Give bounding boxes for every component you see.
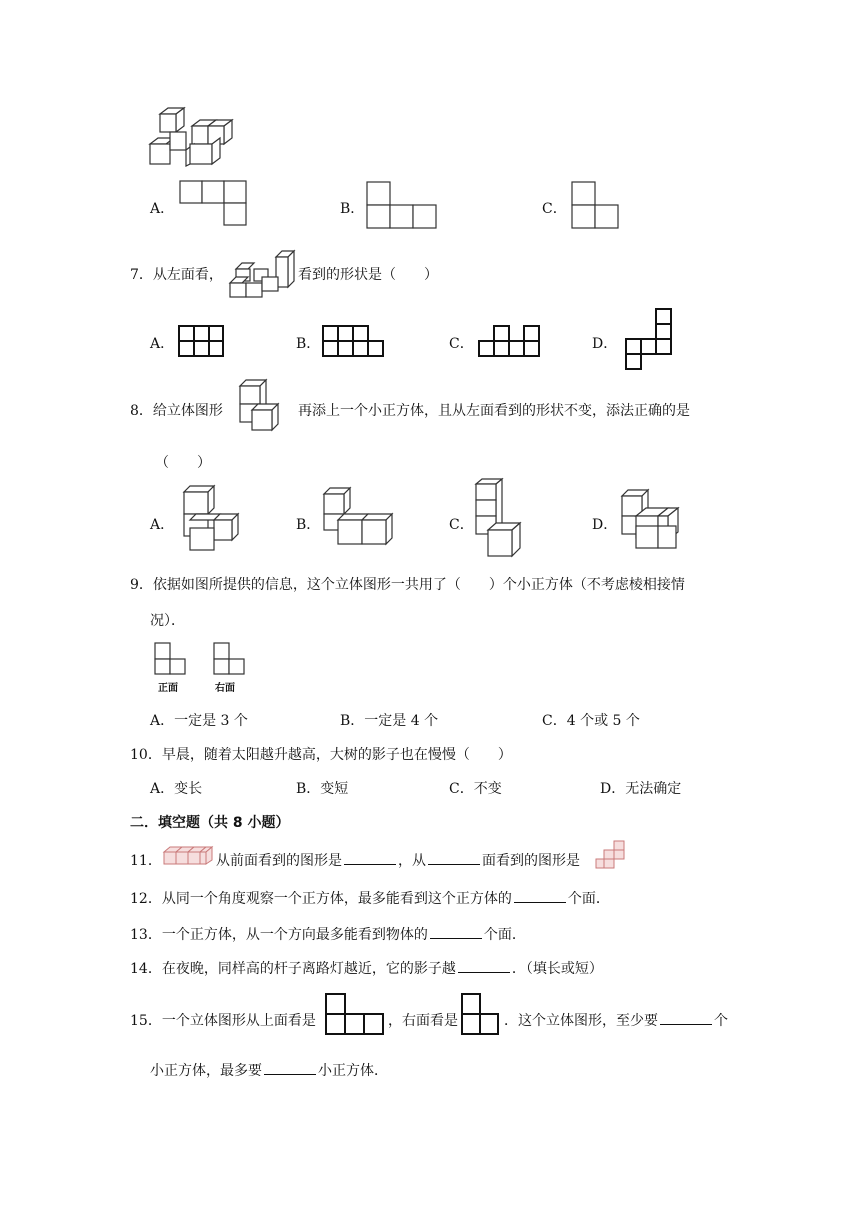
q11-text-a: 从前面看到的图形是 (216, 853, 342, 869)
q11-solid-figure (162, 844, 214, 866)
q6-option-a-label: A． (150, 201, 175, 217)
section-fill-in-title: 二．填空题（共 8 小题） (130, 815, 290, 831)
q14-text-b: ．（填长或短） (511, 961, 603, 977)
q12-text-a: 12．从同一个角度观察一个正方体，最多能看到这个正方体的 (130, 891, 512, 907)
q14-blank[interactable] (458, 960, 510, 973)
q8-solid-figure (236, 378, 294, 436)
q7-option-a-figure (178, 325, 226, 359)
q11-text-b: ，从 (398, 853, 426, 869)
q7-option-c-label: C． (449, 336, 474, 352)
q7-option-d-label: D． (592, 336, 618, 352)
q9-right-view-label: 右面 (215, 683, 235, 694)
q6-option-b-figure (366, 182, 438, 230)
q9-prompt-line1: 9．依据如图所提供的信息，这个立体图形一共用了（ ）个小正方体（不考虑棱相接情 (130, 577, 685, 593)
q15-text-d: 个 (714, 1013, 728, 1029)
q10-option-a: A．变长 (150, 781, 203, 797)
q15-right-view (460, 992, 502, 1038)
q7-option-b-label: B． (296, 336, 321, 352)
q13-prompt (130, 924, 526, 944)
q8-option-d-figure (618, 488, 688, 552)
q15-text-a: 15．一个立体图形从上面看是 (130, 1013, 316, 1029)
q11-text-c: 面看到的图形是 (482, 853, 580, 869)
q10-prompt: 10．早晨，随着太阳越升越高，大树的影子也在慢慢（ ） (130, 747, 512, 763)
q15-text-b: ，右面看是 (388, 1013, 458, 1029)
q8-option-c-label: C． (449, 517, 474, 533)
q9-option-c: C．4 个或 5 个 (542, 713, 640, 729)
q10-option-c: C．不变 (449, 781, 502, 797)
q15-top-view (324, 992, 386, 1038)
q14-text-a: 14．在夜晚，同样高的杆子离路灯越近，它的影子越 (130, 961, 456, 977)
q7-option-d-figure (624, 308, 674, 370)
q15-text-c: ．这个立体图形，至少要 (504, 1013, 658, 1029)
q10-option-b: B．变短 (296, 781, 349, 797)
q8-prompt-start: 8．给立体图形 (130, 403, 223, 419)
q15-blank-1[interactable] (660, 1012, 712, 1025)
q14-prompt (130, 958, 603, 978)
q12-blank[interactable] (514, 890, 566, 903)
q15-blank-2[interactable] (264, 1062, 316, 1075)
q8-prompt-end: 再添上一个小正方体，且从左面看到的形状不变，添法正确的是 (298, 403, 690, 419)
q15-text-f: 小正方体． (318, 1063, 388, 1079)
q9-front-view-label: 正面 (158, 683, 178, 694)
q9-front-view (154, 642, 188, 676)
q8-option-d-label: D． (592, 517, 618, 533)
q15-text-e: 小正方体，最多要 (150, 1063, 262, 1079)
q10-option-d: D．无法确定 (600, 781, 682, 797)
q11-blank-1[interactable] (344, 852, 396, 865)
q13-blank[interactable] (430, 926, 482, 939)
q8-option-b-figure (322, 486, 402, 548)
q11-view-figure (596, 840, 628, 870)
q13-text-b: 个面． (483, 927, 526, 943)
q8-answer-paren: （ ） (155, 455, 211, 471)
q9-right-view (213, 642, 247, 676)
q7-prompt-end: 看到的形状是（ ） (298, 267, 438, 283)
q6-option-c-figure (571, 182, 621, 230)
q7-prompt-start: 7．从左面看， (130, 267, 223, 283)
q6-solid-figure (148, 106, 240, 166)
q7-option-a-label: A． (150, 336, 175, 352)
q13-text-a: 13．一个正方体，从一个方向最多能看到物体的 (130, 927, 428, 943)
q6-option-a-figure (180, 180, 250, 228)
q11-number: 11． (130, 853, 162, 869)
q6-option-c-label: C． (542, 201, 567, 217)
q7-option-b-figure (322, 325, 384, 359)
q8-option-a-label: A． (150, 517, 175, 533)
q7-option-c-figure (478, 325, 540, 359)
q8-option-b-label: B． (296, 517, 321, 533)
q11-prompt (216, 850, 580, 870)
q9-option-b: B．一定是 4 个 (340, 713, 439, 729)
q9-option-a: A．一定是 3 个 (150, 713, 248, 729)
q15-prompt-cont (504, 1010, 728, 1030)
q15-prompt-line2 (150, 1060, 388, 1080)
q11-blank-2[interactable] (428, 852, 480, 865)
q8-option-c-figure (474, 478, 532, 562)
q9-prompt-line2: 况）． (150, 613, 185, 629)
q6-option-b-label: B． (340, 201, 365, 217)
q8-option-a-figure (180, 482, 242, 554)
q12-prompt (130, 888, 610, 908)
q12-text-b: 个面． (567, 891, 610, 907)
q7-solid-figure (228, 247, 300, 299)
